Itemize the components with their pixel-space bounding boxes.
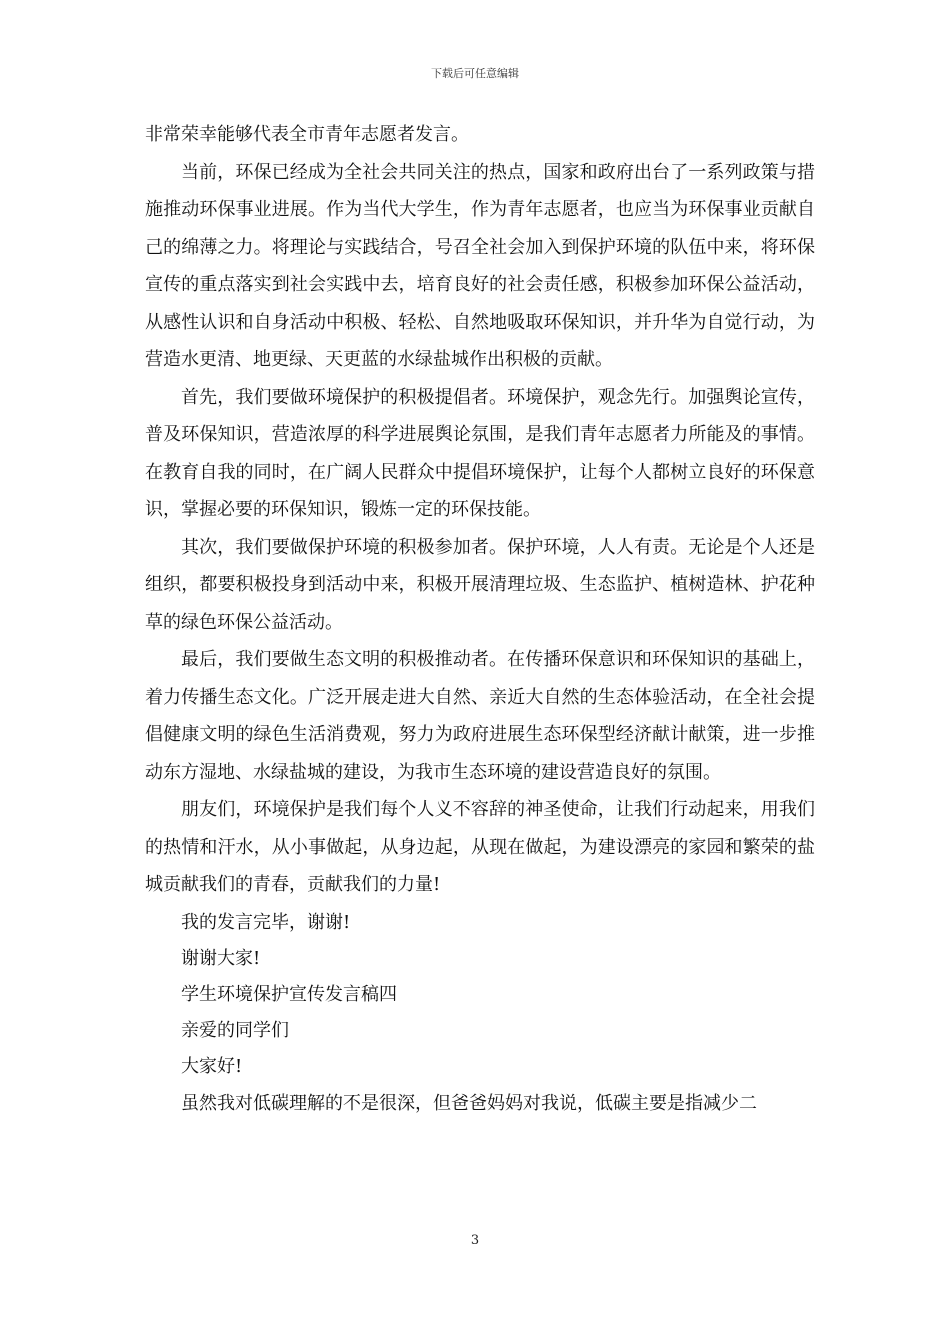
section-title: 学生环境保护宣传发言稿四: [181, 984, 397, 1005]
paragraph-finally: 最后，我们要做生态文明的积极推动者。在传播环保意识和环保知识的基础上，着力传播生态文化。广泛开展走进大自然、亲近大自然的生态体验活动，在全社会提倡健康文明的绿色生活消费观，努力为政府进展生态环保型经济献计献策，进一步推动东方湿地、水绿盐城的建设，为我市生态环境的建设营造良好的氛围。: [145, 649, 815, 783]
page-number: 3: [470, 1233, 480, 1248]
paragraph-second: 其次，我们要做保护环境的积极参加者。保护环境，人人有责。无论是个人还是组织，都要积极投身到活动中来，积极开展清理垃圾、生态监护、植树造林、护花种草的绿色环保公益活动。: [145, 536, 815, 633]
paragraph-intro: 非常荣幸能够代表全市青年志愿者发言。: [145, 124, 469, 145]
paragraph-friends: 朋友们，环境保护是我们每个人义不容辞的神圣使命，让我们行动起来，用我们的热情和汗水，从小事做起，从身边起，从现在做起，为建设漂亮的家园和繁荣的盐城贡献我们的青春，贡献我们的力量!: [145, 799, 815, 895]
paragraph-current-situation: 当前，环保已经成为全社会共同关注的热点，国家和政府出台了一系列政策与措施推动环保事业进展。作为当代大学生，作为青年志愿者，也应当为环保事业贡献自己的绵薄之力。将理论与实践结合，号召全社会加入到保护环境的队伍中来，将环保宣传的重点落实到社会实践中去，培育良好的社会责任感，积极参加环保公益活动，从感性认识和自身活动中积极、轻松、自然地吸取环保知识，并升华为自觉行动，为营造水更清、地更绿、天更蓝的水绿盐城作出积极的贡献。: [145, 161, 815, 370]
page-header: 下载后可任意编辑: [431, 67, 519, 80]
salutation: 亲爱的同学们: [181, 1020, 289, 1041]
paragraph-first: 首先，我们要做环境保护的积极提倡者。环境保护，观念先行。加强舆论宣传，普及环保知识，营造浓厚的科学进展舆论氛围，是我们青年志愿者力所能及的事情。在教育自我的同时，在广阔人民群众中提倡环境保护，让每个人都树立良好的环保意识，掌握必要的环保知识，锻炼一定的环保技能。: [145, 386, 815, 520]
greeting: 大家好!: [181, 1056, 243, 1077]
paragraph-thanks: 谢谢大家!: [181, 948, 261, 969]
paragraph-closing: 我的发言完毕，谢谢!: [181, 911, 351, 933]
paragraph-low-carbon: 虽然我对低碳理解的不是很深，但爸爸妈妈对我说，低碳主要是指减少二: [181, 1093, 757, 1114]
document-body: [145, 116, 815, 1123]
